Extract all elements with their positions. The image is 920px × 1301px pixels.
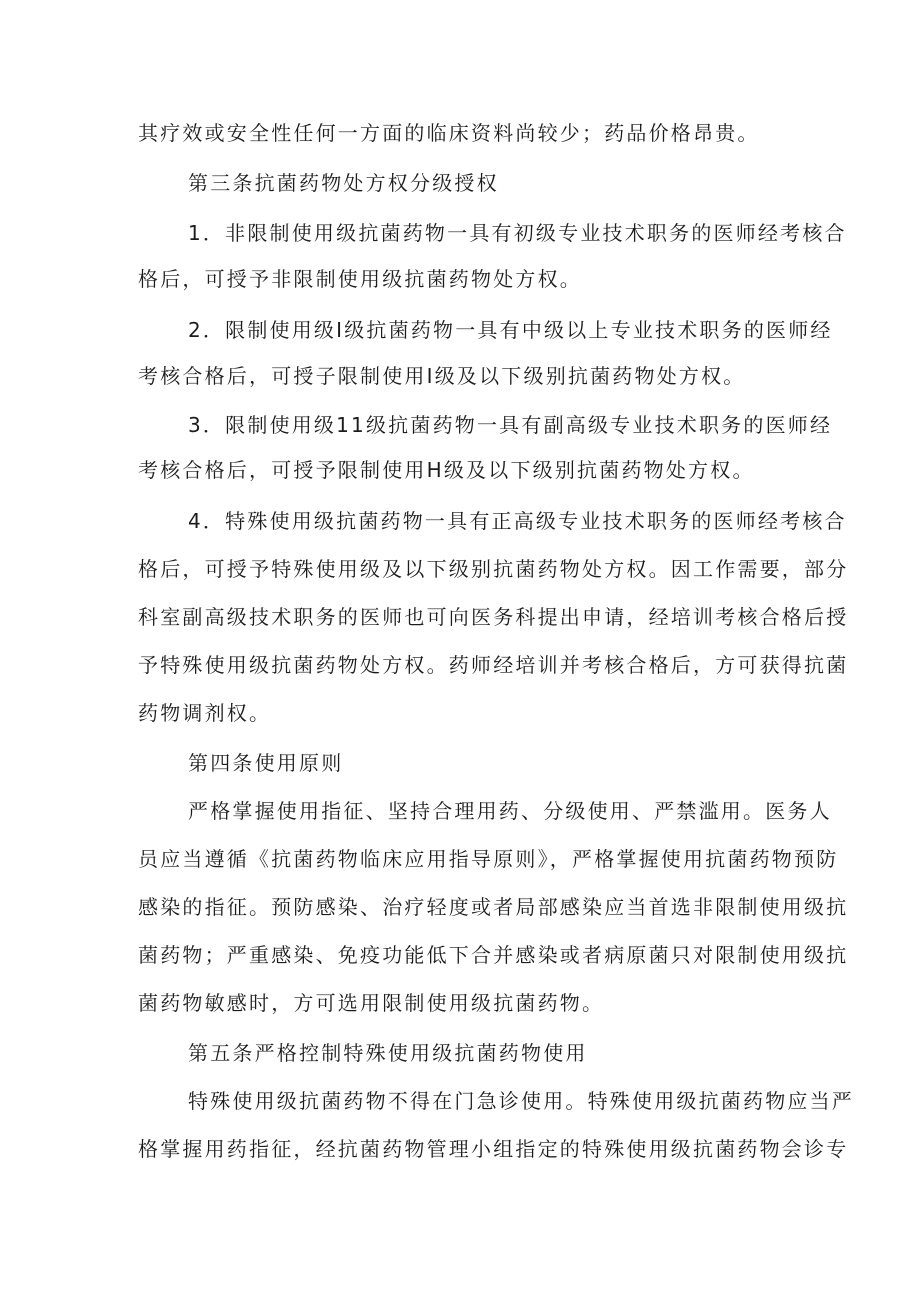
section-heading: 第三条抗菌药物处方权分级授权 [188,171,499,195]
text-line: 药物调剂权。 [138,701,272,725]
text-line: 1．非限制使用级抗菌药物一具有初级专业技术职务的医师经考核合 [188,221,847,245]
text-line: 科室副高级技术职务的医师也可向医务科提出申请，经培训考核合格后授 [138,605,849,629]
section-heading: 第四条使用原则 [188,751,344,775]
section-heading: 第五条严格控制特殊使用级抗菌药物使用 [188,1041,588,1065]
text-line: 菌药物敏感时，方可选用限制使用级抗菌药物。 [138,991,605,1015]
text-line: 考核合格后，可授子限制使用Ⅰ级及以下级别抗菌药物处方权。 [138,364,746,388]
text-line: 格后，可授予非限制使用级抗菌药物处方权。 [138,267,582,291]
text-line: 员应当遵循《抗菌药物临床应用指导原则》，严格掌握使用抗菌药物预防 [138,847,839,871]
text-line: 考核合格后，可授予限制使用H级及以下级别抗菌药物处方权。 [138,458,755,482]
text-line: 2．限制使用级Ⅰ级抗菌药物一具有中级以上专业技术职务的医师经 [188,318,833,342]
text-line: 3．限制使用级11级抗菌药物一具有副高级专业技术职务的医师经 [188,413,833,437]
text-line: 格掌握用药指征，经抗菌药物管理小组指定的特殊使用级抗菌药物会诊专 [138,1137,849,1161]
text-line: 严格掌握使用指征、坚持合理用药、分级使用、严禁滥用。医务人 [188,799,832,823]
text-line: 4．特殊使用级抗菌药物一具有正高级专业技术职务的医师经考核合 [188,509,847,533]
text-line: 格后，可授予特殊使用级及以下级别抗菌药物处方权。因工作需要，部分 [138,557,849,581]
text-line: 其疗效或安全性任何一方面的临床资料尚较少；药品价格昂贵。 [138,121,760,145]
text-line: 菌药物；严重感染、免疫功能低下合并感染或者病原菌只对限制使用级抗 [138,943,849,967]
text-line: 感染的指征。预防感染、治疗轻度或者局部感染应当首选非限制使用级抗 [138,895,849,919]
text-line: 予特殊使用级抗菌药物处方权。药师经培训并考核合格后，方可获得抗菌 [138,653,849,677]
text-line: 特殊使用级抗菌药物不得在门急诊使用。特殊使用级抗菌药物应当严 [188,1089,854,1113]
